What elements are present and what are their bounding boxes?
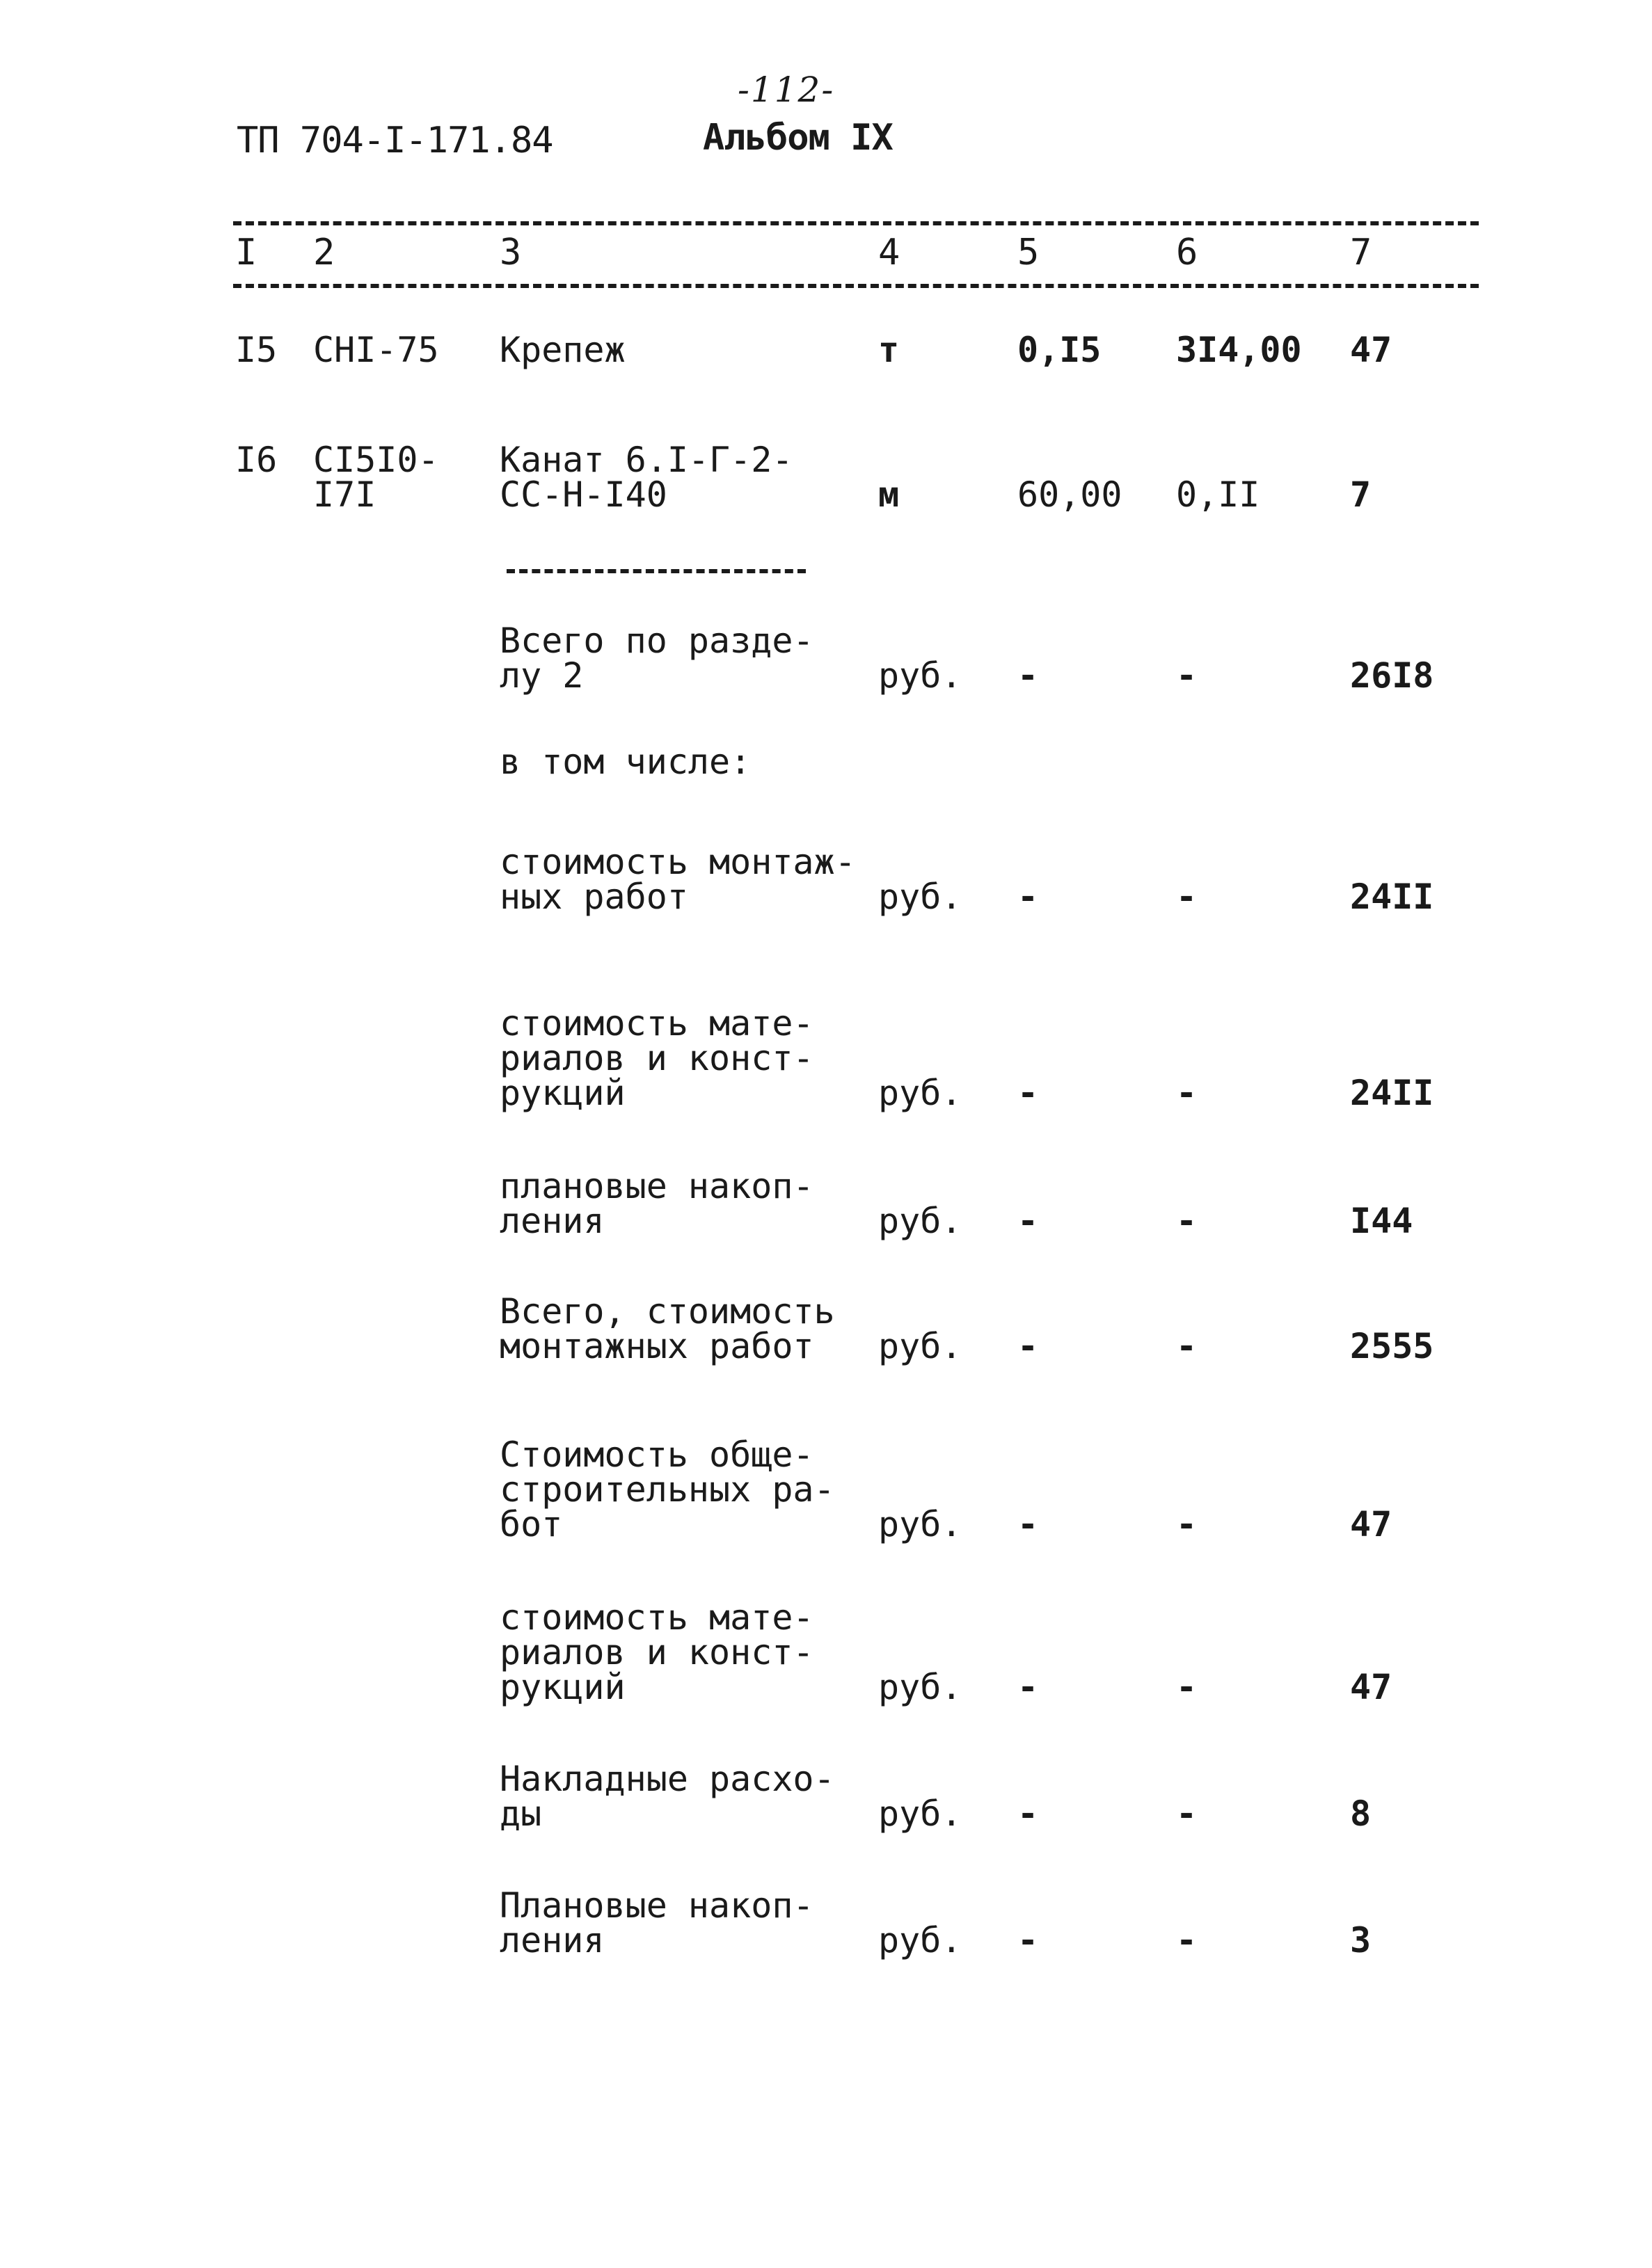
summary-label: плановые накоп- ления (500, 1166, 814, 1241)
summary-total: 24II (1350, 877, 1434, 917)
summary-dash: - (1017, 1326, 1039, 1366)
summary-dash: - (1176, 877, 1198, 917)
summary-label: Стоимость обще- строительных ра- бот (500, 1435, 835, 1544)
summary-total: I44 (1350, 1201, 1413, 1241)
column-header-2: 2 (313, 232, 335, 273)
summary-dash: - (1017, 655, 1039, 696)
summary-dash: - (1176, 1326, 1198, 1366)
row-unit: т (878, 330, 900, 370)
row-number: I6 (235, 440, 278, 480)
summary-unit: руб. (878, 1920, 962, 1960)
album-title: Альбом IX (703, 117, 893, 159)
row-total: 47 (1350, 330, 1392, 370)
row-quantity: 60,00 (1017, 474, 1122, 515)
table-top-rule (233, 221, 1479, 225)
summary-unit: руб. (878, 1667, 962, 1707)
summary-dash: - (1176, 1504, 1198, 1544)
row-quantity: 0,I5 (1017, 330, 1102, 370)
summary-dash: - (1017, 877, 1039, 917)
summary-total: 47 (1350, 1504, 1392, 1544)
column-header-7: 7 (1350, 232, 1372, 273)
column-header-4: 4 (878, 232, 900, 273)
summary-unit: руб. (878, 1326, 962, 1366)
column-header-1: I (235, 232, 257, 273)
row-code: СI5I0- I7I (313, 440, 439, 515)
summary-label: Всего, стоимость монтажных работ (500, 1291, 835, 1366)
summary-dash: - (1176, 1667, 1198, 1707)
row-number: I5 (235, 330, 278, 370)
summary-unit: руб. (878, 1504, 962, 1544)
row-name: Канат 6.I-Г-2- СС-Н-I40 (500, 440, 793, 515)
row-name: Крепеж (500, 330, 626, 370)
summary-total: 24II (1350, 1073, 1434, 1113)
summary-label: стоимость мате- риалов и конст- рукций (500, 1597, 814, 1707)
summary-total: 26I8 (1350, 655, 1434, 696)
summary-label: стоимость мате- риалов и конст- рукций (500, 1003, 814, 1113)
row-total: 7 (1350, 474, 1372, 515)
row-unit: м (878, 474, 900, 515)
subtotal-rule (507, 569, 806, 573)
summary-dash: - (1176, 655, 1198, 696)
summary-total: 47 (1350, 1667, 1392, 1707)
summary-dash: - (1017, 1794, 1039, 1834)
summary-label: Плановые накоп- ления (500, 1885, 814, 1960)
summary-dash: - (1017, 1201, 1039, 1241)
summary-dash: - (1017, 1920, 1039, 1960)
summary-dash: - (1017, 1073, 1039, 1113)
summary-label: в том числе: (500, 742, 752, 782)
summary-dash: - (1176, 1073, 1198, 1113)
summary-label: Всего по разде- лу 2 (500, 621, 814, 696)
summary-dash: - (1017, 1667, 1039, 1707)
summary-dash: - (1176, 1201, 1198, 1241)
column-header-6: 6 (1176, 232, 1198, 273)
row-price: 0,II (1176, 474, 1260, 515)
summary-unit: руб. (878, 1073, 962, 1113)
summary-total: 3 (1350, 1920, 1372, 1960)
row-code: СНI-75 (313, 330, 439, 370)
summary-unit: руб. (878, 877, 962, 917)
document-code: ТП 704-I-171.84 (237, 120, 553, 161)
summary-label: стоимость монтаж- ных работ (500, 842, 856, 917)
summary-unit: руб. (878, 1794, 962, 1834)
summary-dash: - (1176, 1920, 1198, 1960)
column-header-5: 5 (1017, 232, 1040, 273)
page-number: -112- (738, 70, 835, 110)
summary-dash: - (1176, 1794, 1198, 1834)
summary-total: 8 (1350, 1794, 1372, 1834)
summary-label: Накладные расхо- ды (500, 1759, 835, 1834)
summary-unit: руб. (878, 655, 962, 696)
row-price: 3I4,00 (1176, 330, 1302, 370)
summary-total: 2555 (1350, 1326, 1434, 1366)
column-header-3: 3 (500, 232, 522, 273)
summary-dash: - (1017, 1504, 1039, 1544)
table-header-rule (233, 284, 1479, 288)
summary-unit: руб. (878, 1201, 962, 1241)
